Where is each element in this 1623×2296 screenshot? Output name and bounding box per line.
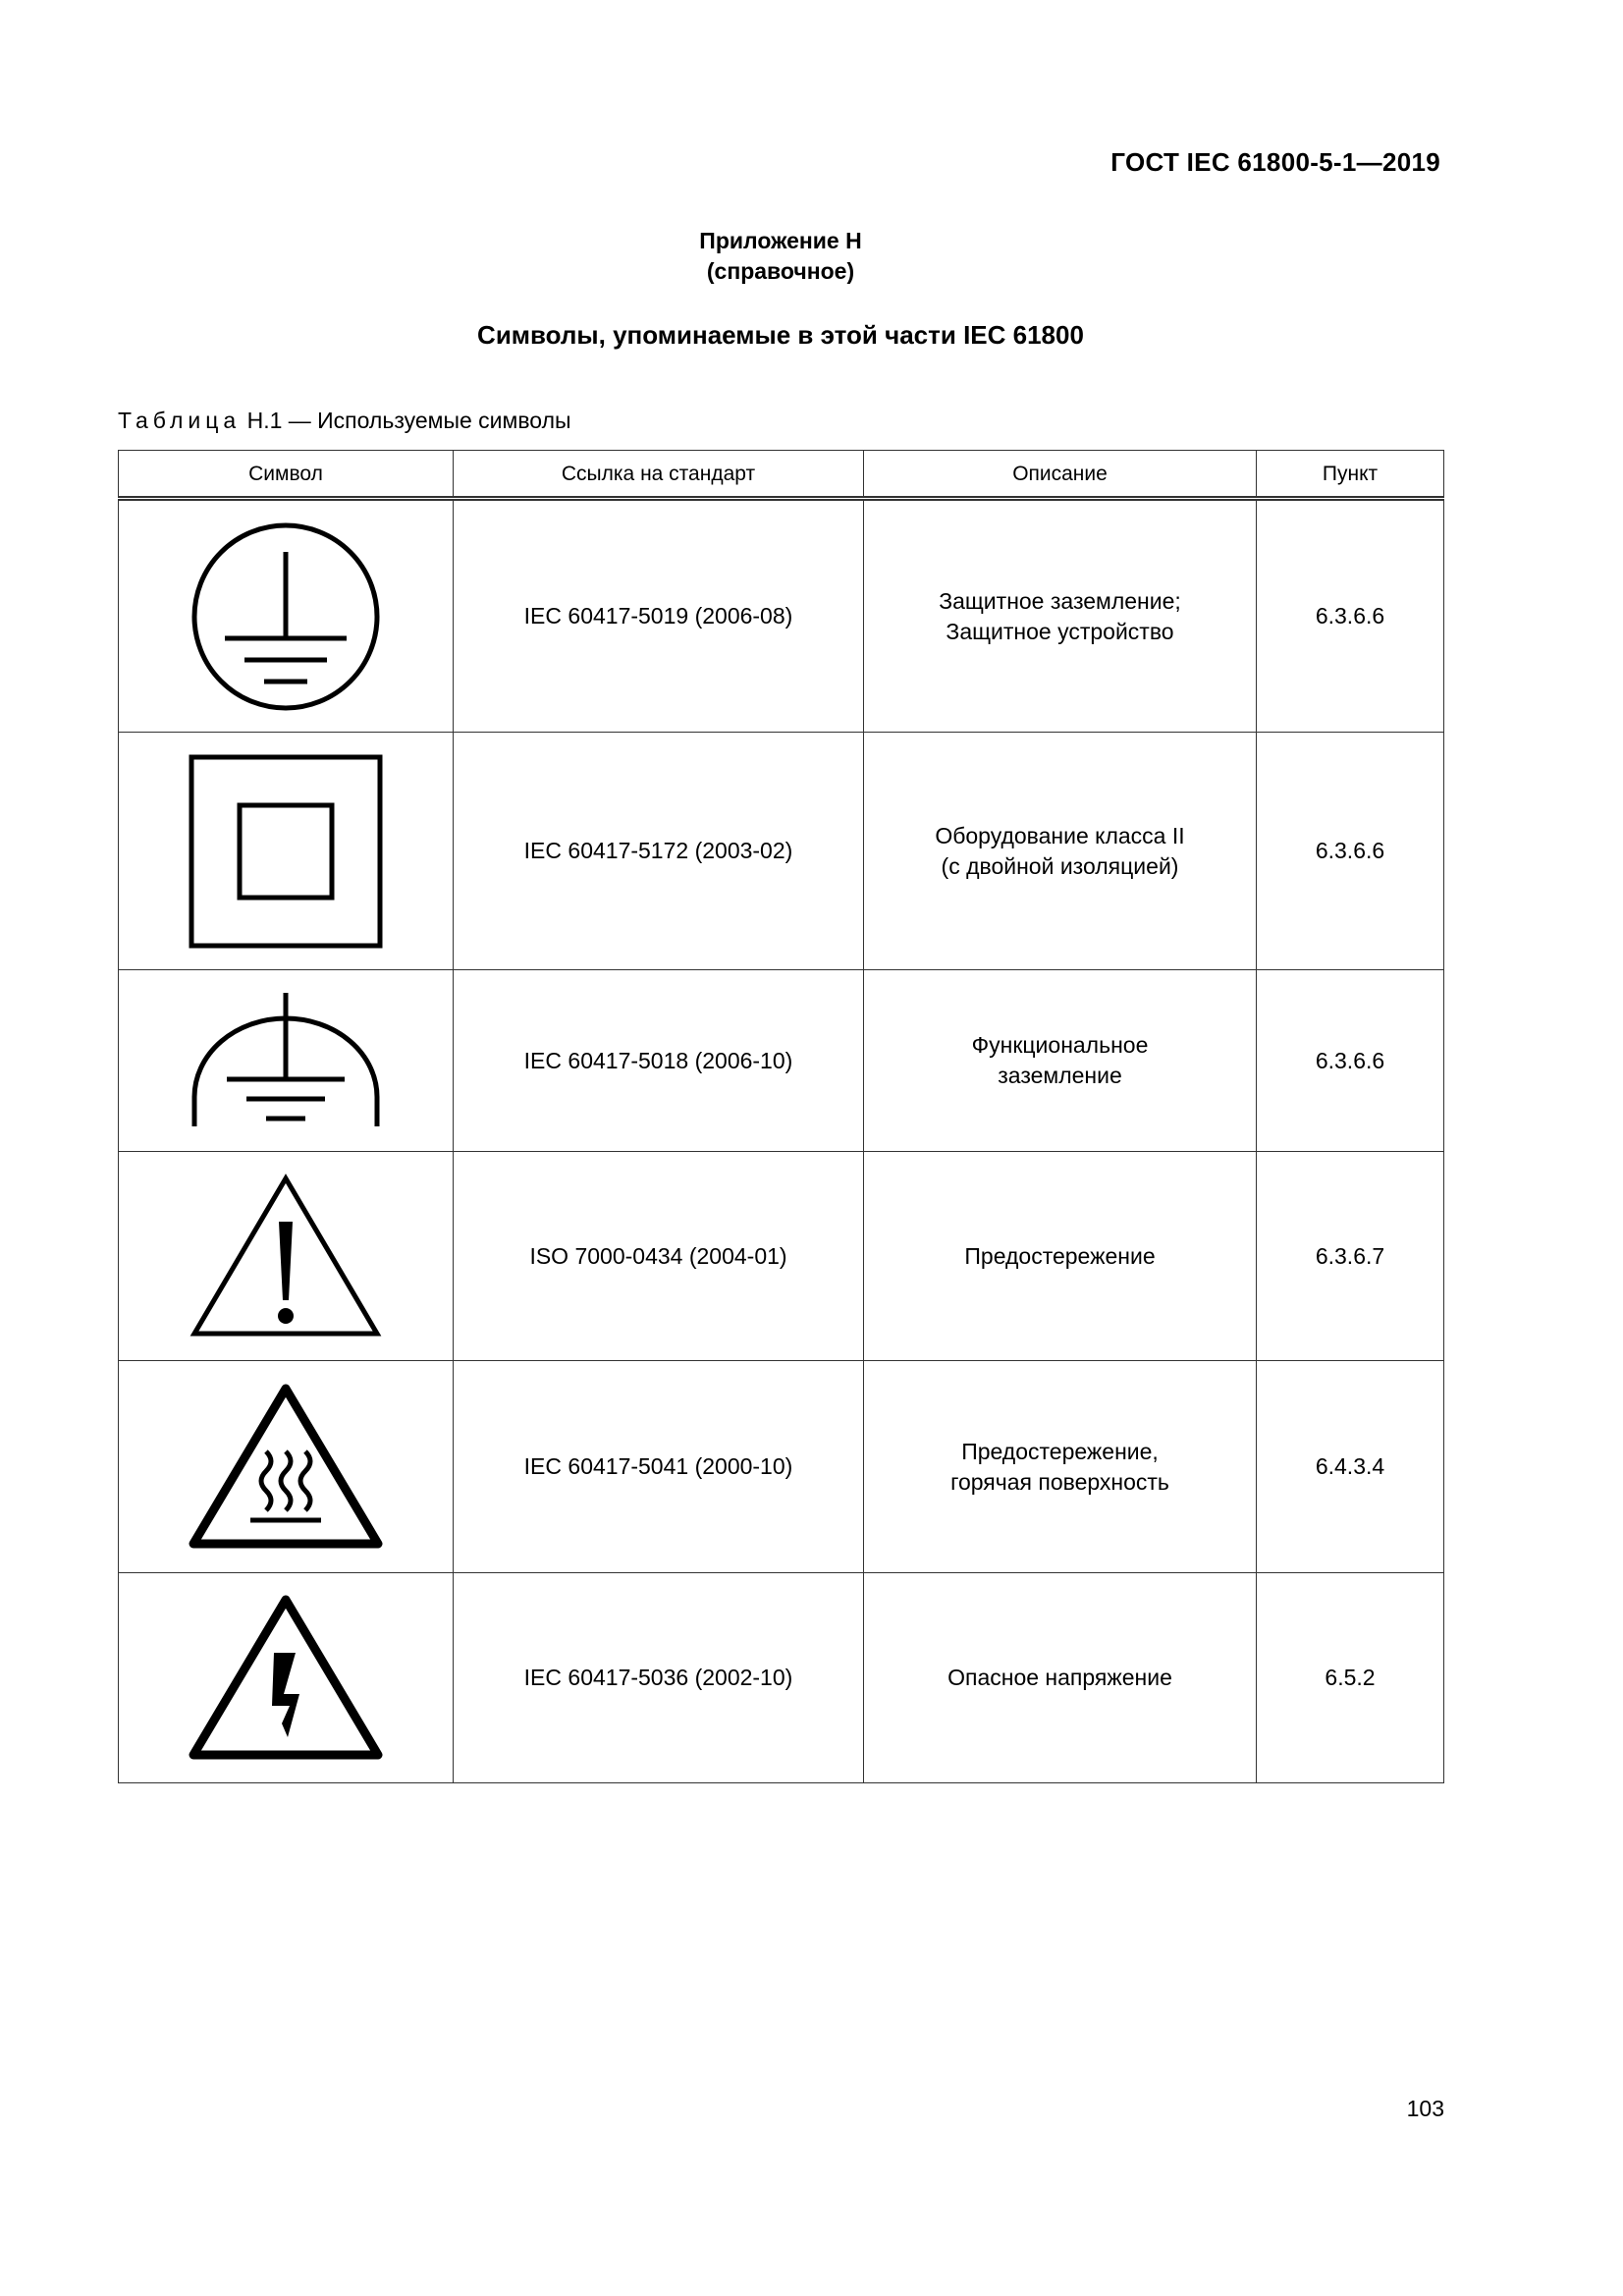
dangerous-voltage-icon	[188, 1592, 384, 1764]
clause-cell: 6.3.6.7	[1257, 1152, 1444, 1361]
description-cell	[864, 1152, 1257, 1361]
table-row	[119, 1152, 1444, 1361]
table-row	[119, 970, 1444, 1152]
description-cell	[864, 733, 1257, 970]
clause-cell: 6.4.3.4	[1257, 1361, 1444, 1573]
description-cell	[864, 970, 1257, 1152]
table-row	[119, 1361, 1444, 1573]
reference-cell: IEC 60417-5018 (2006-10)	[454, 970, 864, 1152]
symbol-cell	[119, 1152, 454, 1361]
symbol-cell	[119, 970, 454, 1152]
table-header-row	[119, 451, 1444, 499]
description-cell	[864, 1361, 1257, 1573]
description-cell	[864, 499, 1257, 733]
description-line: заземление	[998, 1063, 1122, 1088]
protective-earth-icon	[188, 519, 384, 715]
table-caption-label: Таблица	[118, 408, 242, 433]
clause-cell: 6.5.2	[1257, 1573, 1444, 1783]
hot-surface-icon	[188, 1381, 384, 1553]
reference-cell: IEC 60417-5019 (2006-08)	[454, 499, 864, 733]
symbol-cell	[119, 733, 454, 970]
document-standard-header: ГОСТ IEC 61800-5-1—2019	[1110, 147, 1440, 177]
column-header-symbol: Символ	[119, 451, 454, 499]
column-header-reference: Ссылка на стандарт	[454, 451, 864, 499]
reference-cell: ISO 7000-0434 (2004-01)	[454, 1152, 864, 1361]
description-line: (с двойной изоляцией)	[941, 852, 1179, 879]
caution-triangle-icon	[188, 1173, 384, 1339]
description-line: Оборудование класса II	[935, 822, 1185, 848]
class-ii-equipment-icon	[188, 753, 384, 950]
symbol-cell	[119, 1361, 454, 1573]
reference-cell: IEC 60417-5036 (2002-10)	[454, 1573, 864, 1783]
table-row	[119, 733, 1444, 970]
description-line: Функциональное	[971, 1032, 1149, 1058]
column-header-clause: Пункт	[1257, 451, 1444, 499]
description-line: Опасное напряжение	[947, 1665, 1172, 1690]
table-row	[119, 499, 1444, 733]
column-header-description: Описание	[864, 451, 1257, 499]
clause-cell: 6.3.6.6	[1257, 970, 1444, 1152]
annex-title: Символы, упоминаемые в этой части IEC 61800	[477, 320, 1084, 350]
reference-cell: IEC 60417-5041 (2000-10)	[454, 1361, 864, 1573]
annex-type: (справочное)	[706, 258, 855, 284]
clause-cell: 6.3.6.6	[1257, 499, 1444, 733]
symbols-table	[118, 450, 1444, 1783]
functional-earth-icon	[188, 987, 384, 1134]
description-line: горячая поверхность	[950, 1468, 1169, 1495]
description-line: Предостережение	[964, 1242, 1156, 1269]
page-number: 103	[1406, 2096, 1444, 2121]
clause-cell: 6.3.6.6	[1257, 733, 1444, 970]
symbol-cell	[119, 1573, 454, 1783]
annex-name: Приложение Н	[699, 228, 862, 253]
description-line: Предостережение,	[961, 1438, 1159, 1464]
table-caption	[118, 408, 571, 434]
description-line: Защитное заземление;	[939, 587, 1181, 614]
reference-cell: IEC 60417-5172 (2003-02)	[454, 733, 864, 970]
symbol-cell	[119, 499, 454, 733]
table-row	[119, 1573, 1444, 1783]
description-line: Защитное устройство	[946, 618, 1174, 644]
description-cell	[864, 1573, 1257, 1783]
annex-heading	[0, 226, 1561, 287]
table-caption-text: Н.1 — Используемые символы	[246, 408, 571, 433]
